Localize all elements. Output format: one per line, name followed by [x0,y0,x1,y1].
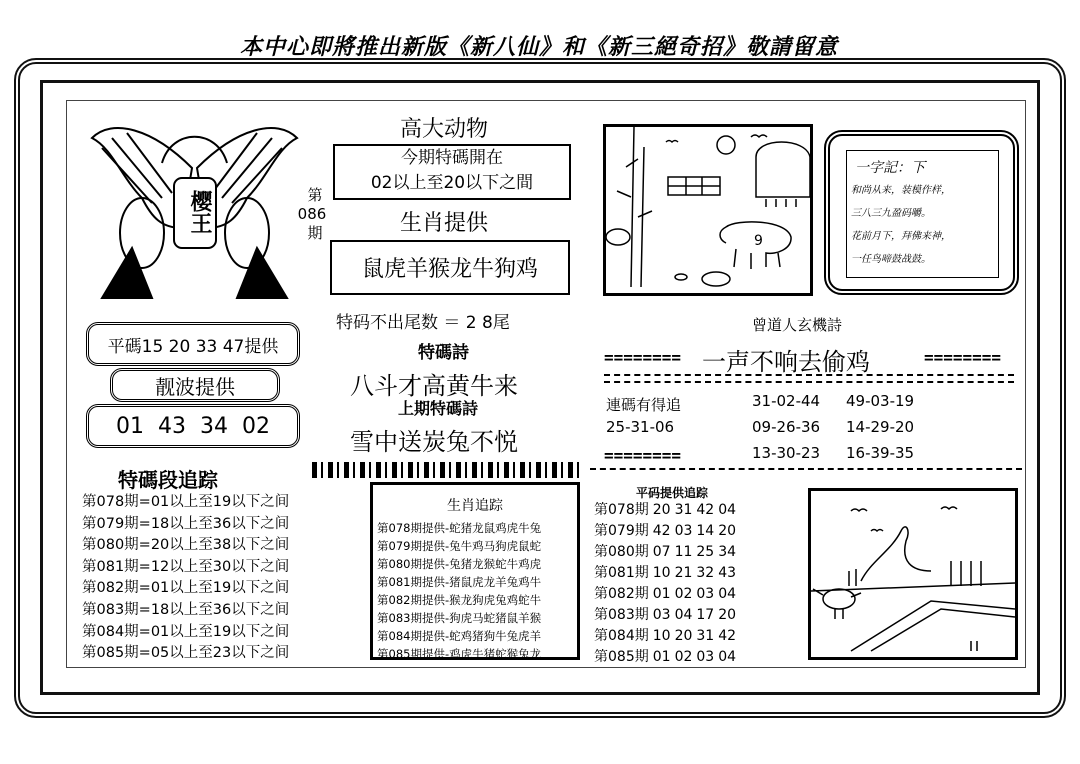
table-cell: 31 [674,502,693,518]
poet-dash-right: ======== [924,348,1002,367]
table-cell: 第084期 [594,628,649,644]
table-cell: 04 [718,586,737,602]
pm-track-title: 平码提供追踪 [636,486,709,500]
list-item: 第081期=12以上至30以下之间 [82,558,290,575]
table-cell: 第078期 [594,502,649,518]
decor-band [312,462,584,478]
table-row [594,647,740,668]
table-cell: 32 [696,565,715,581]
poet-dash-bottom: ======== [604,446,682,465]
list-item: 第080期=20以上至38以下之间 [82,537,290,554]
logo-text: 樱王 [187,190,212,234]
sx-track-box [370,482,580,660]
table-cell: 03 [652,607,671,623]
poet-num: 13-30-23 [752,444,821,462]
table-cell: 25 [696,544,715,560]
list-item: 第078期提供-蛇猪龙鼠鸡虎牛兔 [377,521,542,535]
poet-num: 25-31-06 [606,418,675,436]
liangbo-number: 02 [242,413,270,439]
poet-num: 09-26-36 [752,418,821,436]
sx-track-title: 生肖追踪 [447,498,503,514]
liangbo-numbers-box [86,404,300,448]
table-row [594,500,740,521]
table-cell: 34 [718,544,737,560]
shengxiao-text: 鼠虎羊猴龙牛狗鸡 [361,257,538,282]
period-label [297,186,327,243]
table-row [594,626,740,647]
list-item: 第079期=18以上至36以下之间 [82,515,290,532]
poet-num: 14-29-20 [846,418,915,436]
poet-rule [604,381,1014,383]
list-item: 第080期提供-兔猪龙猴蛇牛鸡虎 [377,557,542,571]
table-row [594,542,740,563]
table-row [594,521,740,542]
logo-emblem [82,108,307,303]
list-item: 第079期提供-兔牛鸡马狗虎鼠蛇 [377,539,542,553]
poem-text: 八斗才高黄牛来 [350,372,518,400]
last-poem-title: 上期特碼詩 [398,399,479,418]
table-cell: 第080期 [594,544,649,560]
table-cell: 20 [718,523,737,539]
shengxiao-box [330,240,570,295]
list-item: 第081期提供-猪鼠虎龙羊兔鸡牛 [377,575,542,589]
liangbo-title: 靓波提供 [155,374,235,399]
svg-text:9: 9 [754,233,763,249]
pingma-text: 平碼15 20 33 47提供 [107,336,279,357]
poet-phrase: 一声不响去偷鸡 [702,348,870,376]
yizi-title: 一字記：下 [855,160,925,176]
tema-box [333,144,571,200]
table-cell: 第079期 [594,523,649,539]
poet-num: 31-02-44 [752,392,821,410]
table-cell: 10 [652,628,671,644]
table-cell: 01 [652,649,671,665]
yizi-line: 和尚从来，装模作样， [851,185,951,196]
shengxiao-title: 生肖提供 [400,211,489,236]
table-cell: 04 [718,649,737,665]
table-cell: 02 [674,586,693,602]
header-notice: 本中心即將推出新版《新八仙》和《新三絕奇招》敬請留意 [240,34,839,60]
liangbo-number: 43 [158,413,186,439]
poet-label: 連碼有得追 [606,396,682,414]
yizi-line: 一任鸟啼鼓战鼓。 [851,254,931,265]
table-cell: 10 [652,565,671,581]
period-number: 086 [297,205,327,223]
poet-dash-left: ======== [604,348,682,367]
table-cell: 02 [674,649,693,665]
poet-num: 16-39-35 [846,444,915,462]
table-cell: 20 [652,502,671,518]
table-cell: 42 [696,502,715,518]
duan-title: 特碼段追踪 [118,468,218,492]
table-cell: 20 [674,628,693,644]
yizi-box [824,130,1019,295]
poet-rule [604,374,1014,376]
yizi-line: 花前月下，拜佛来神， [851,231,951,242]
table-cell: 03 [696,586,715,602]
yizi-line: 三八三九盈码嚼。 [851,208,931,219]
table-row [594,584,740,605]
list-item: 第078期=01以上至19以下之间 [82,494,290,510]
table-cell: 14 [696,523,715,539]
table-cell: 第082期 [594,586,649,602]
period-suffix: 期 [307,224,323,242]
period-prefix: 第 [307,186,323,204]
table-cell: 03 [696,649,715,665]
bird-wall-illustration [811,491,1015,657]
liangbo-number: 01 [116,413,144,439]
table-row [594,563,740,584]
list-item: 第085期=05以上至23以下之间 [82,645,290,662]
yizi-inner [846,150,999,278]
list-item: 第082期提供-猴龙狗虎兔鸡蛇牛 [377,593,542,607]
table-cell: 第081期 [594,565,649,581]
tema-line2: 02以上至20以下之間 [370,173,534,193]
list-item: 第084期=01以上至19以下之间 [82,623,290,640]
tema-line1: 今期特碼開在 [401,148,503,168]
poet-rule [590,468,1022,470]
duan-list [82,492,289,665]
poet-title: 曾道人玄機詩 [752,316,843,334]
list-item: 第082期=01以上至19以下之间 [82,580,290,597]
sx-track-list [377,519,577,663]
pm-track-table [594,500,740,668]
table-cell: 20 [718,607,737,623]
poet-num: 49-03-19 [846,392,915,410]
table-cell: 42 [652,523,671,539]
list-item: 第085期提供-鸡虎牛猪蛇猴兔龙 [377,647,542,661]
house-dog-illustration [606,127,810,293]
poem-title: 特碼詩 [418,343,469,363]
table-cell: 17 [696,607,715,623]
table-cell: 03 [674,523,693,539]
animal-title: 高大动物 [400,117,489,142]
table-cell: 04 [718,502,737,518]
illustration-bird [808,488,1018,660]
table-cell: 01 [652,586,671,602]
table-cell: 第083期 [594,607,649,623]
table-cell: 21 [674,565,693,581]
liangbo-number: 34 [200,413,228,439]
table-cell: 42 [718,628,737,644]
last-poem-text: 雪中送炭兔不悦 [350,428,518,456]
liangbo-title-box [110,368,280,402]
pingma-box [86,322,300,366]
table-cell: 11 [674,544,693,560]
weishu-text: 特码不出尾数 ＝ 2 8尾 [336,313,510,333]
table-cell: 07 [652,544,671,560]
table-row [594,605,740,626]
illustration-house [603,124,813,296]
table-cell: 04 [674,607,693,623]
list-item: 第084期提供-蛇鸡猪狗牛兔虎羊 [377,629,542,643]
list-item: 第083期提供-狗虎马蛇猪鼠羊猴 [377,611,542,625]
table-cell: 第085期 [594,649,649,665]
table-cell: 31 [696,628,715,644]
list-item: 第083期=18以上至36以下之间 [82,601,290,618]
table-cell: 43 [718,565,737,581]
